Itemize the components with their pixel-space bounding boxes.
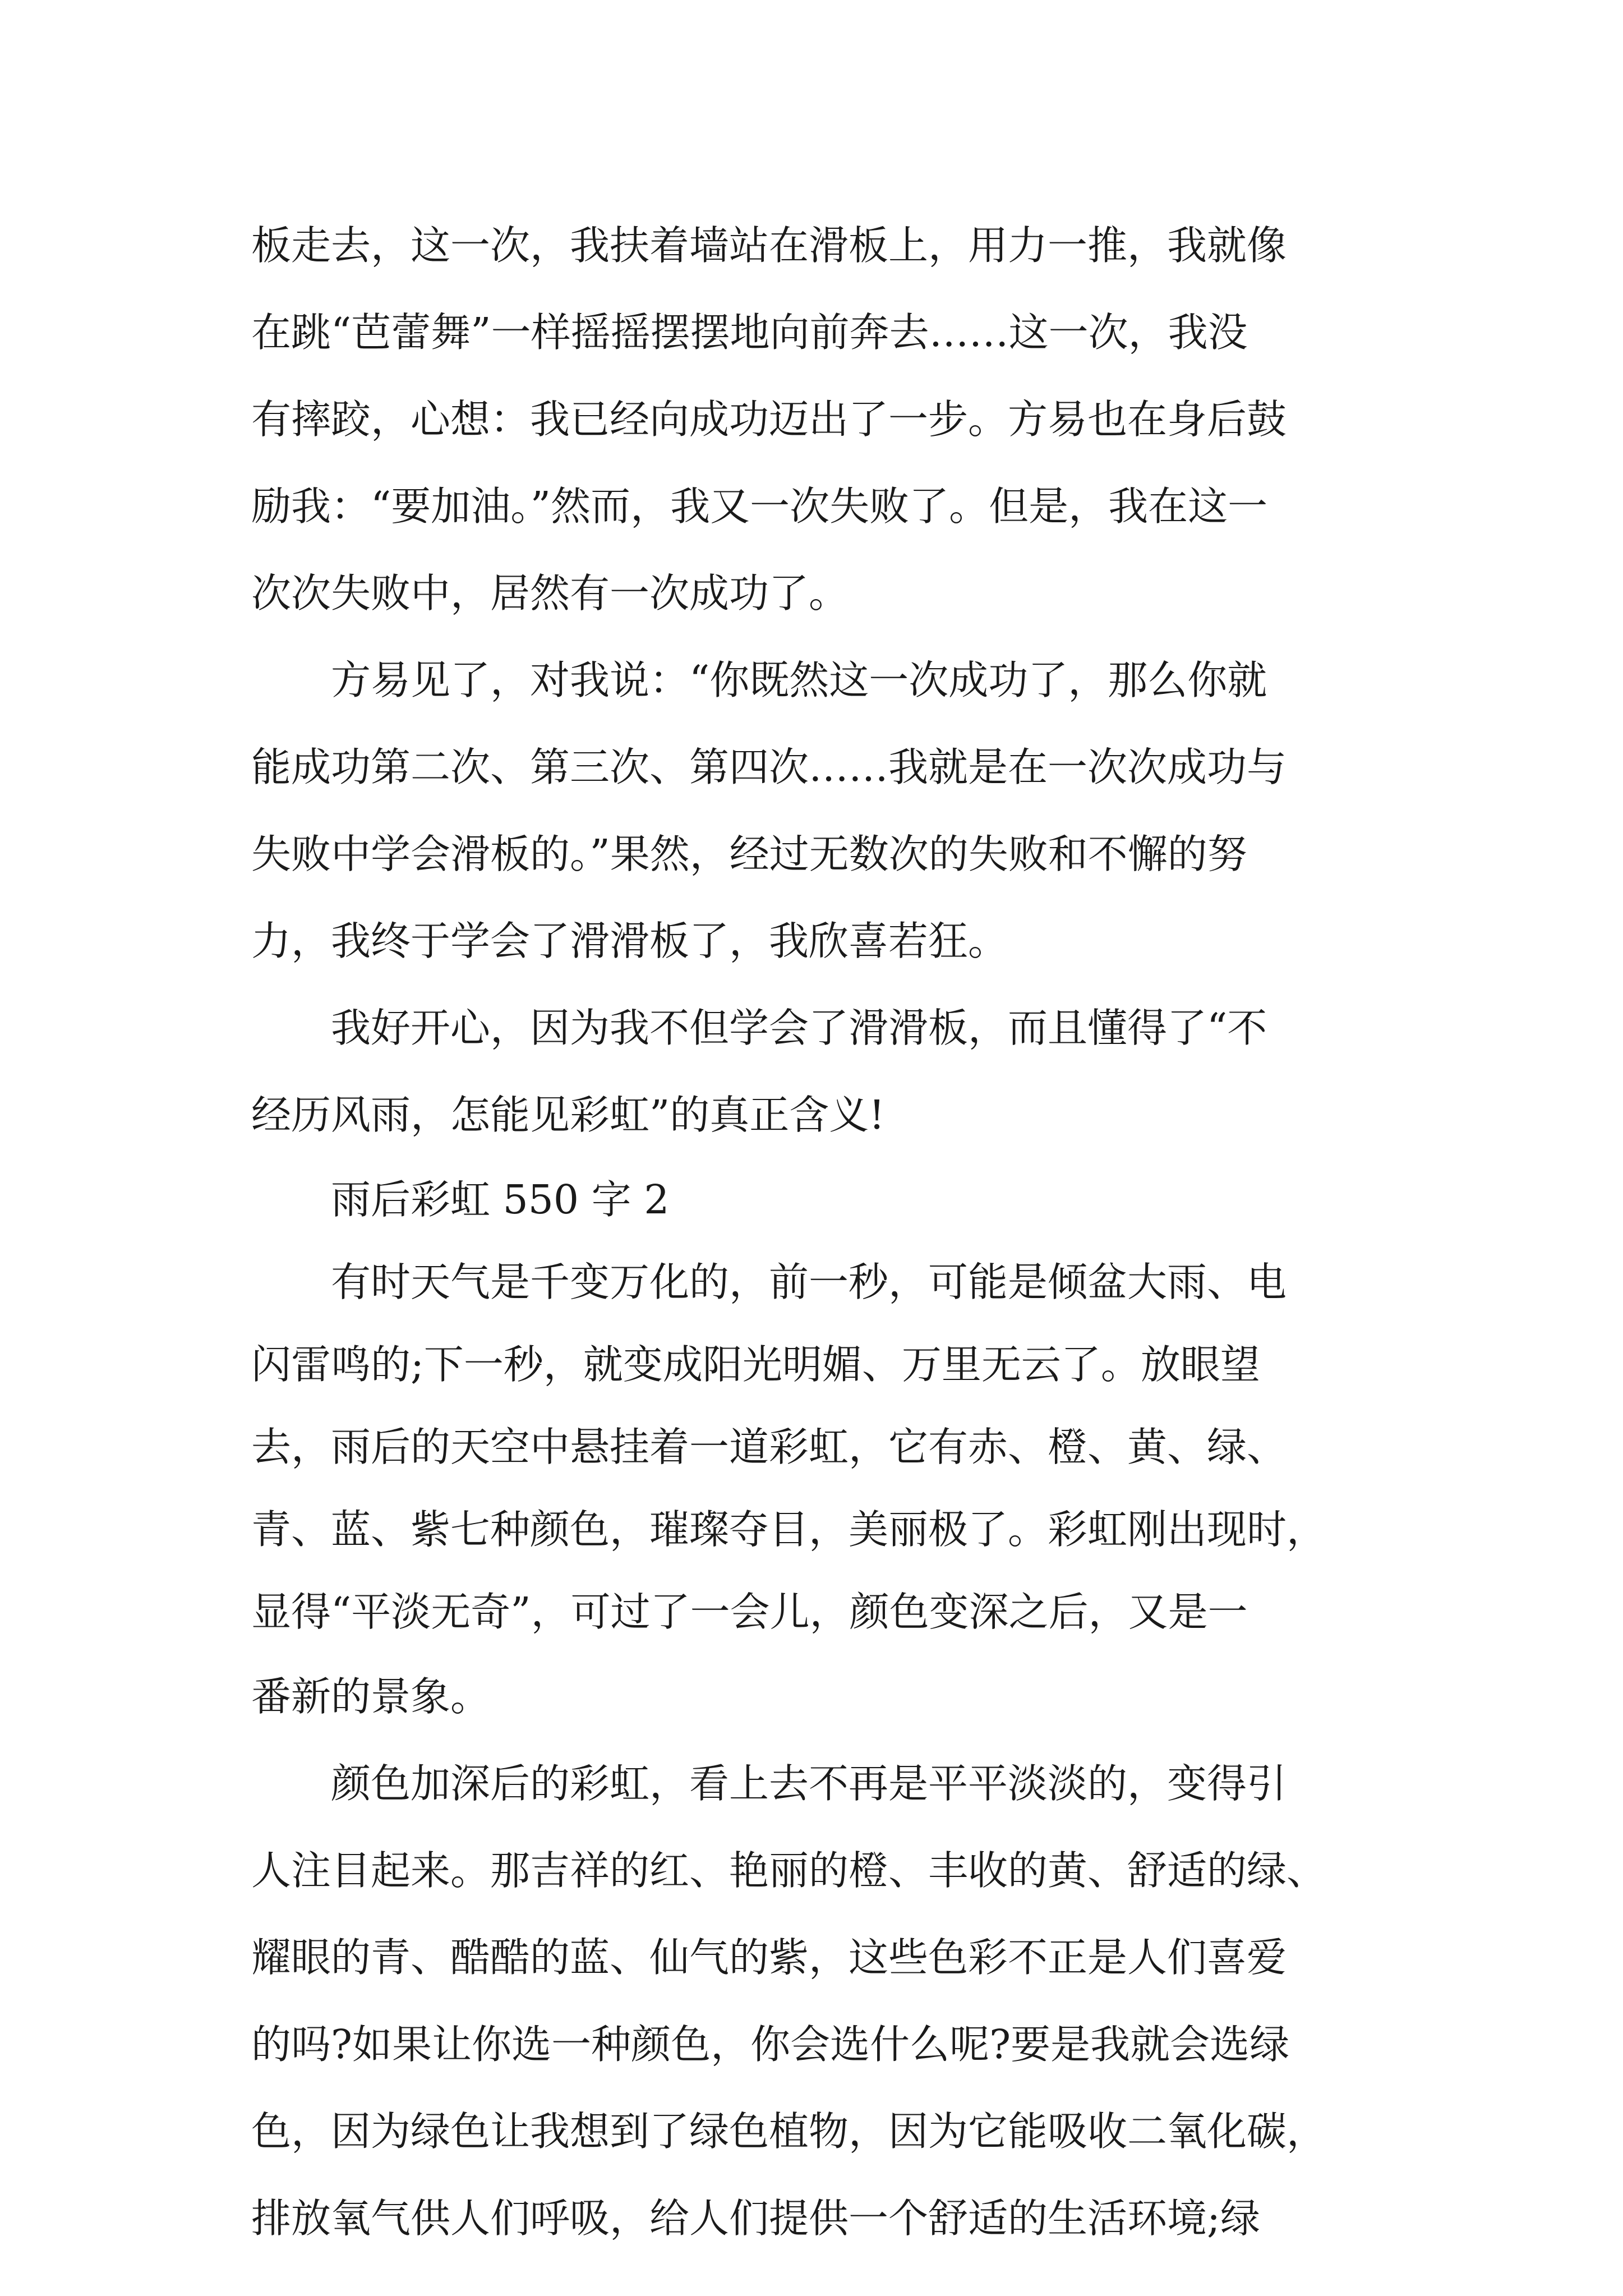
- text-line: 励我：“要加油。”然而，我又一次失败了。但是，我在这一: [251, 483, 1268, 530]
- text-line: 排放氧气供人们呼吸，给人们提供一个舒适的生活环境;绿: [251, 2195, 1260, 2242]
- text-line: 次次失败中，居然有一次成功了。: [251, 570, 849, 616]
- text-line: 去，雨后的天空中悬挂着一道彩虹，它有赤、橙、黄、绿、: [251, 1424, 1287, 1470]
- text-line: 颜色加深后的彩虹，看上去不再是平平淡淡的，变得引: [251, 1760, 1287, 1807]
- text-line: 失败中学会滑板的。”果然，经过无数次的失败和不懈的努: [251, 831, 1247, 877]
- text-line: 闪雷鸣的;下一秒，就变成阳光明媚、万里无云了。放眼望: [251, 1341, 1260, 1388]
- text-line: 在跳“芭蕾舞”一样摇摇摆摆地向前奔去……这一次，我没: [251, 309, 1248, 356]
- text-line: 有摔跤，心想：我已经向成功迈出了一步。方易也在身后鼓: [251, 396, 1287, 443]
- text-line: 青、蓝、紫七种颜色，璀璨夺目，美丽极了。彩虹刚出现时，: [251, 1506, 1327, 1553]
- text-line: 方易见了，对我说：“你既然这一次成功了，那么你就: [251, 657, 1267, 703]
- text-line: 显得“平淡无奇”，可过了一会儿，颜色变深之后，又是一: [251, 1589, 1248, 1635]
- text-line: 力，我终于学会了滑滑板了，我欣喜若狂。: [251, 918, 1008, 964]
- text-line: 有时天气是千变万化的，前一秒，可能是倾盆大雨、电: [251, 1259, 1287, 1305]
- text-line: 番新的景象。: [251, 1673, 491, 1720]
- text-line: 板走去，这一次，我扶着墙站在滑板上，用力一推，我就像: [251, 222, 1287, 269]
- text-line: 经历风雨，怎能见彩虹”的真正含义!: [251, 1092, 885, 1138]
- section-heading: 雨后彩虹 550 字 2: [251, 1176, 670, 1223]
- text-line: 耀眼的青、酷酷的蓝、仙气的紫，这些色彩不正是人们喜爱: [251, 1934, 1287, 1981]
- text-line: 人注目起来。那吉祥的红、艳丽的橙、丰收的黄、舒适的绿、: [251, 1847, 1327, 1894]
- text-line: 的吗?如果让你选一种颜色，你会选什么呢?要是我就会选绿: [251, 2021, 1290, 2068]
- text-line: 我好开心，因为我不但学会了滑滑板，而且懂得了“不: [251, 1005, 1267, 1051]
- body-text: [251, 202, 1401, 2262]
- text-line: 色，因为绿色让我想到了绿色植物，因为它能吸收二氧化碳，: [251, 2108, 1327, 2155]
- text-line: 能成功第二次、第三次、第四次……我就是在一次次成功与: [251, 744, 1287, 790]
